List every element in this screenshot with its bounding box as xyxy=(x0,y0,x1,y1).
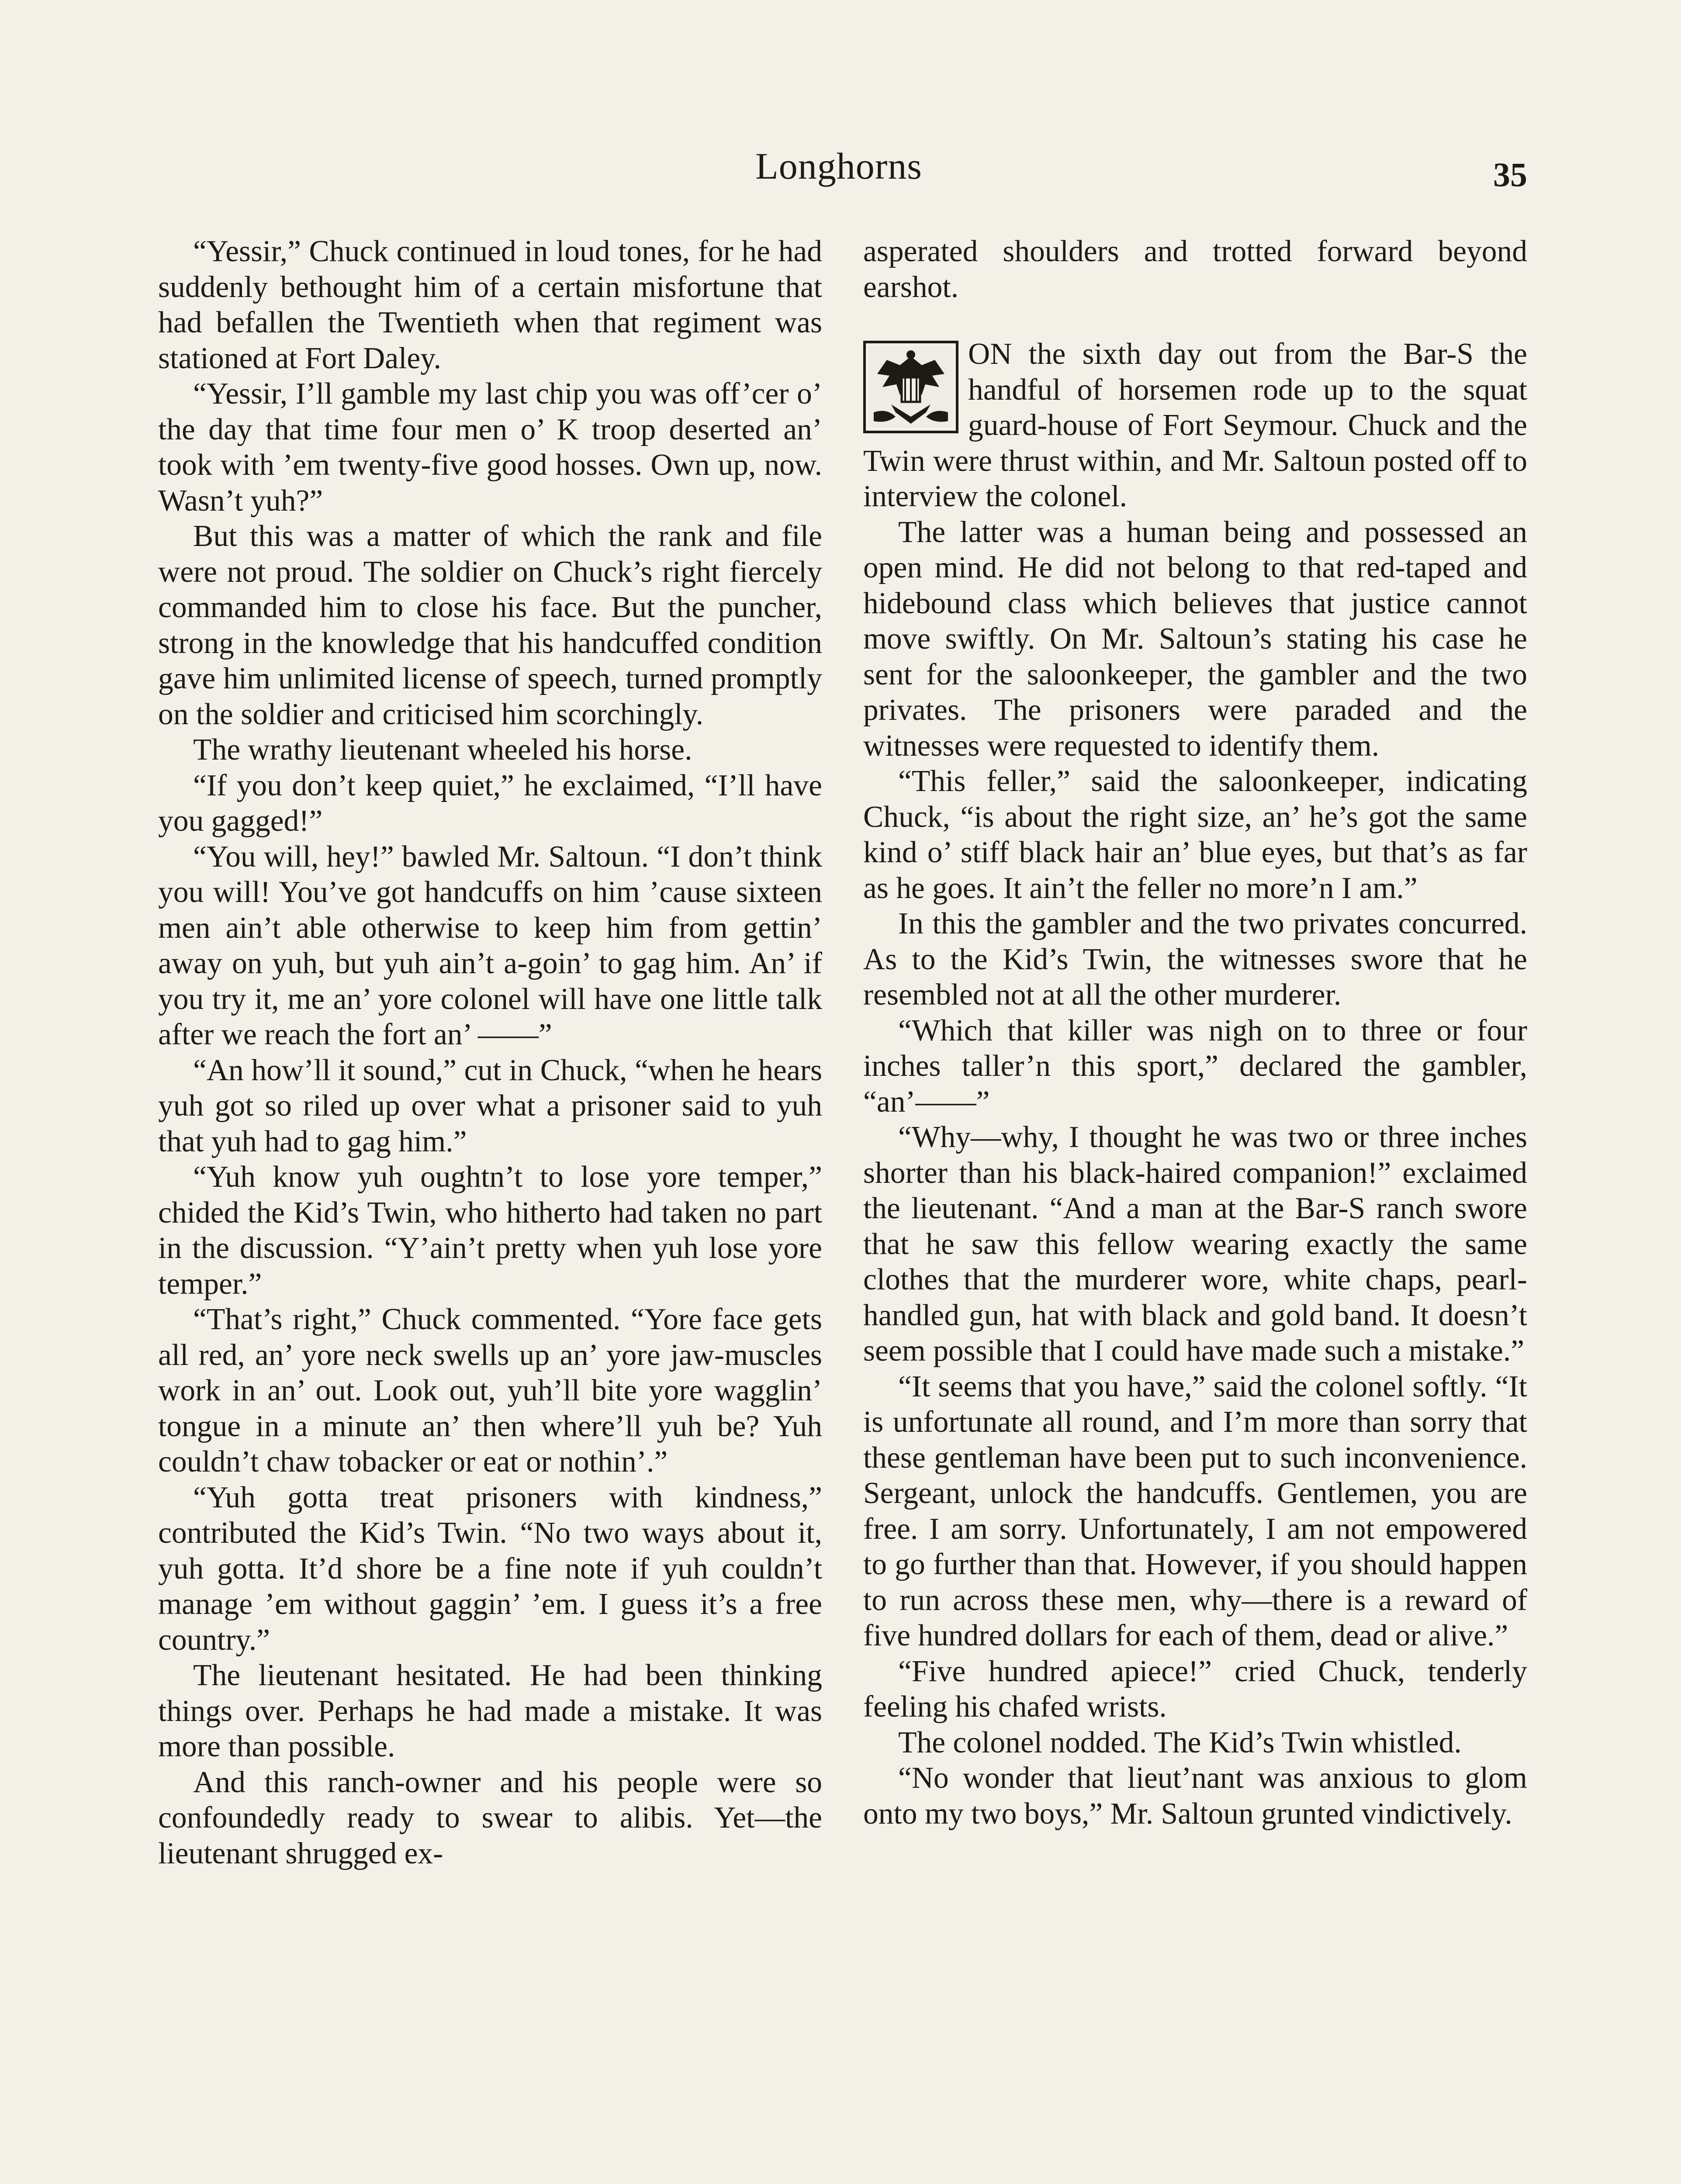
paragraph: “If you don’t keep quiet,” he exclaimed, “I’ll have you gagged!” xyxy=(158,768,822,838)
paragraph: “You will, hey!” bawled Mr. Saltoun. “I don’t think you will! You’ve got handcuffs on him ’cause sixteen men ain’t able otherwise to keep him from gettin’ away on yuh, but yuh ain’t a-goin’ to gag him. An’ if you try it, me an’ yore colonel will have one little talk after we reach the fort an’ ——” xyxy=(158,840,822,1051)
paragraph: “That’s right,” Chuck commented. “Yore face gets all red, an’ yore neck swells up an’ yore jaw-muscles work in an’ out. Look out, yuh’ll bite yore wagglin’ tongue in a minute an’ then where’ll yuh be? Yuh couldn’t chaw tobacker or eat or nothin’.” xyxy=(158,1303,822,1479)
paragraph-text: ON the sixth day out from the Bar-S the handful of horsemen rode up to the squat guard-house of Fort Seymour. Chuck and the Twin were thrust within, and Mr. Saltoun posted off to interview the colonel. xyxy=(863,337,1527,513)
paragraph: “Yuh know yuh oughtn’t to lose yore temper,” chided the Kid’s Twin, who hitherto had taken no part in the discussion. “Y’ain’t pretty when yuh lose yore temper.” xyxy=(158,1160,822,1301)
paragraph: “Which that killer was nigh on to three or four inches taller’n this sport,” declared the gambler, “an’——” xyxy=(863,1013,1527,1119)
paragraph: “An how’ll it sound,” cut in Chuck, “when he hears yuh got so riled up over what a prisoner said to yuh that yuh had to gag him.” xyxy=(158,1053,822,1158)
right-column xyxy=(863,234,1527,1832)
paragraph: The lieutenant hesitated. He had been thinking things over. Perhaps he had made a mistake. It was more than possible. xyxy=(158,1659,822,1763)
paragraph: “Five hundred apiece!” cried Chuck, tenderly feeling his chafed wrists. xyxy=(863,1654,1527,1724)
paragraph: “Why—why, I thought he was two or three inches shorter than his black-haired companion!” exclaimed the lieutenant. “And a man at the Bar-S ranch swore that he saw this fellow wearing exactly the same clothes that the murderer wore, white chaps, pearl-handled gun, hat with black and gold band. It doesn’t seem possible that I could have made such a mistake.” xyxy=(863,1120,1527,1368)
paragraph: The wrathy lieutenant wheeled his horse. xyxy=(193,733,692,767)
paragraph: “It seems that you have,” said the colonel softly. “It is unfortunate all round, and I’m more than sorry that these gentleman have been put to such inconvenience. Sergeant, unlock the handcuffs. Gentlemen, you are free. I am sorry. Unfortunately, I am not empowered to go further than that. However, if you should happen to run across these men, why—there is a reward of five hundred dollars for each of them, dead or alive.” xyxy=(863,1369,1527,1652)
paragraph: In this the gambler and the two privates concurred. As to the Kid’s Twin, the witnesses swore that he resembled not at all the other murderer. xyxy=(863,907,1527,1012)
eagle-emblem-icon xyxy=(863,341,958,433)
page-number: 35 xyxy=(1493,156,1527,194)
paragraph: The latter was a human being and possessed an open mind. He did not belong to that red-taped and hidebound class which believes that justice cannot move swiftly. On Mr. Saltoun’s stating his case he sent for the saloonkeeper, the gambler and the two privates. The prisoners were paraded and the witnesses were requested to identify them. xyxy=(863,515,1527,763)
paragraph: “This feller,” said the saloonkeeper, indicating Chuck, “is about the right size, an’ he’s got the same kind o’ stiff black hair an’ blue eyes, but that’s as far as he goes. It ain’t the feller no more’n I am.” xyxy=(863,764,1527,905)
paragraph: “No wonder that lieut’nant was anxious to glom onto my two boys,” Mr. Saltoun grunted vindictively. xyxy=(863,1761,1527,1831)
paragraph: “Yuh gotta treat prisoners with kindness,” contributed the Kid’s Twin. “No two ways about it, yuh gotta. It’d shore be a fine note if yuh couldn’t manage ’em without gaggin’ ’em. I guess it’s a free country.” xyxy=(158,1480,822,1657)
paragraph: asperated shoulders and trotted forward beyond earshot. xyxy=(863,235,1527,304)
paragraph: And this ranch-owner and his people were so confoundedly ready to swear to alibis. Yet—the lieutenant shrugged ex- xyxy=(158,1765,822,1870)
paragraph: “Yessir, I’ll gamble my last chip you was off’cer o’ the day that time four men o’ K troop deserted an’ took with ’em twenty-five good hosses. Own up, now. Wasn’t yuh?” xyxy=(158,377,822,518)
paragraph: But this was a matter of which the rank and file were not proud. The soldier on Chuck’s right fiercely commanded him to close his face. But the puncher, strong in the knowledge that his handcuffed condition gave him unlimited license of speech, turned promptly on the soldier and criticised him scorchingly. xyxy=(158,519,822,731)
paragraph: “Yessir,” Chuck continued in loud tones, for he had suddenly bethought him of a certain misfortune that had befallen the Twentieth when that regiment was stationed at Fort Daley. xyxy=(158,235,822,375)
left-column xyxy=(158,234,822,1871)
section-opening-paragraph xyxy=(863,336,1527,515)
running-title: Longhorns xyxy=(755,145,922,187)
paragraph: The colonel nodded. The Kid’s Twin whistled. xyxy=(898,1725,1462,1759)
